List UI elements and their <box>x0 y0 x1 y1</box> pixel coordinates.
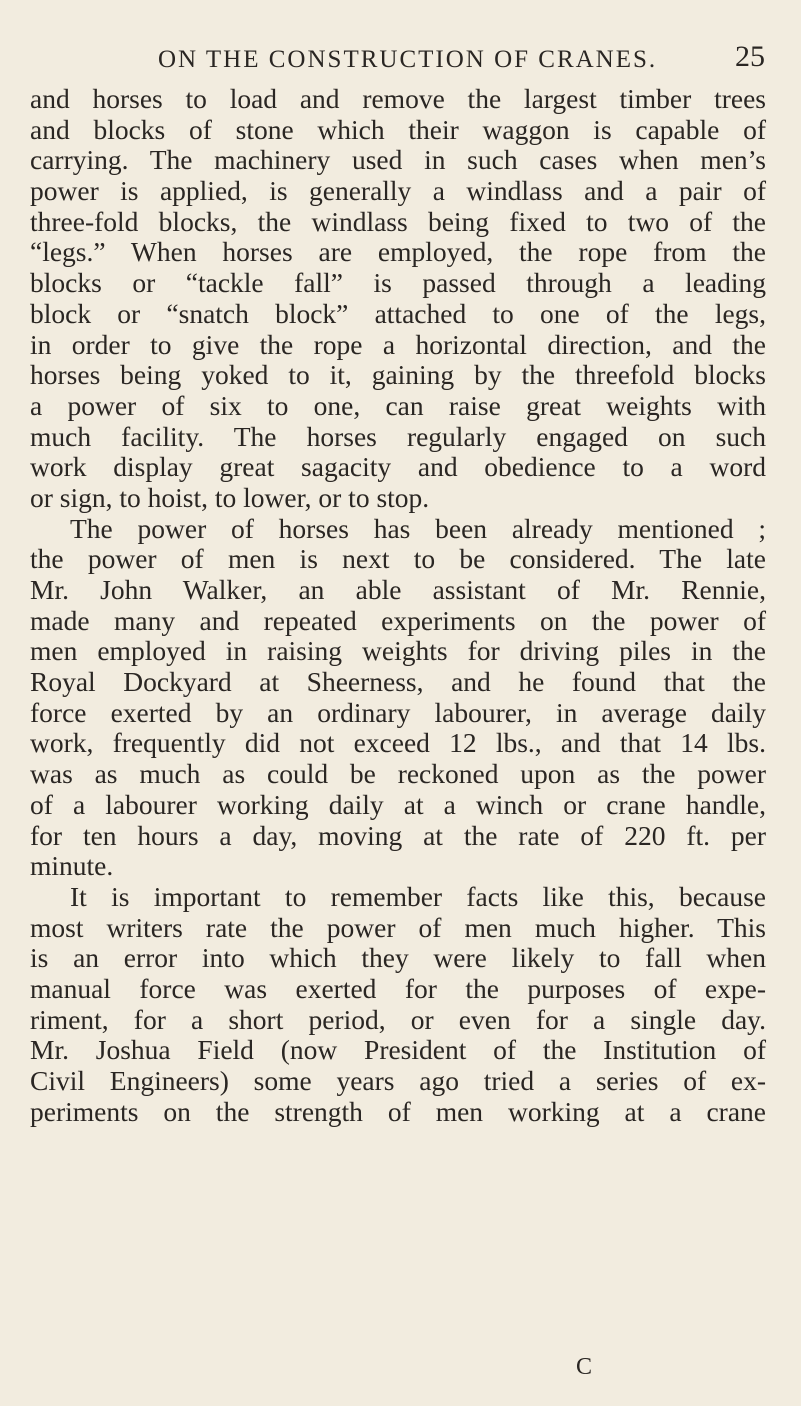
text-line: Civil Engineers) some years ago tried a series of ex- <box>30 1065 766 1096</box>
text-line: block or “snatch block” attached to one of the legs, <box>30 297 766 329</box>
running-head: ON THE CONSTRUCTION OF CRANES. <box>158 46 658 73</box>
text-line: was as much as could be reckoned upon as the power <box>30 758 766 790</box>
text-line: force exerted by an ordinary labourer, in average daily <box>30 696 766 728</box>
text-line: Mr. Joshua Field (now President of the Institution of <box>30 1034 766 1066</box>
text-line: and horses to load and remove the largest timber trees <box>30 83 766 114</box>
text-line: work, frequently did not exceed 12 lbs., and that 14 lbs. <box>30 727 766 759</box>
text-line: “legs.” When horses are employed, the rope from the <box>30 236 766 268</box>
body-text <box>30 84 766 1127</box>
paragraph-start-line: It is important to remember facts like this, because <box>70 880 766 912</box>
text-line: is an error into which they were likely to fall when <box>30 942 766 974</box>
text-line: blocks or “tackle fall” is passed through a leading <box>30 267 766 299</box>
text-line: periments on the strength of men working at a crane <box>30 1095 766 1127</box>
text-line: minute. <box>30 850 114 882</box>
text-line: in order to give the rope a horizontal direction, and the <box>30 328 766 360</box>
text-line: much facility. The horses regularly engaged on such <box>30 420 766 452</box>
text-line: manual force was exerted for the purposes of expe- <box>30 972 766 1004</box>
page-number: 25 <box>735 40 765 73</box>
text-line: riment, for a short period, or even for a single day. <box>30 1003 766 1035</box>
text-line: of a labourer working daily at a winch or crane handle, <box>30 788 766 820</box>
text-line: made many and repeated experiments on the power of <box>30 604 766 636</box>
text-line: most writers rate the power of men much higher. This <box>30 911 766 943</box>
text-line: and blocks of stone which their waggon is capable of <box>30 113 766 145</box>
text-line: for ten hours a day, moving at the rate of 220 ft. per <box>30 819 766 851</box>
text-line: carrying. The machinery used in such cases when men’s <box>30 144 766 176</box>
text-line: men employed in raising weights for driving piles in the <box>30 635 766 667</box>
text-line: or sign, to hoist, to lower, or to stop. <box>30 481 430 513</box>
text-line: three-fold blocks, the windlass being fixed to two of the <box>30 205 766 237</box>
signature-mark: C <box>576 1354 593 1380</box>
text-line: a power of six to one, can raise great weights with <box>30 389 766 421</box>
text-line: Royal Dockyard at Sheerness, and he found that the <box>30 666 766 698</box>
text-line: Mr. John Walker, an able assistant of Mr. Rennie, <box>30 574 766 605</box>
text-line: horses being yoked to it, gaining by the threefold blocks <box>30 359 766 391</box>
text-line: the power of men is next to be considered. The late <box>30 543 766 575</box>
paragraph-start-line: The power of horses has been already mentioned ; <box>70 512 766 544</box>
text-line: power is applied, is generally a windlass and a pair of <box>30 175 766 207</box>
page-header <box>30 40 765 80</box>
text-line: work display great sagacity and obedience to a word <box>30 451 766 483</box>
